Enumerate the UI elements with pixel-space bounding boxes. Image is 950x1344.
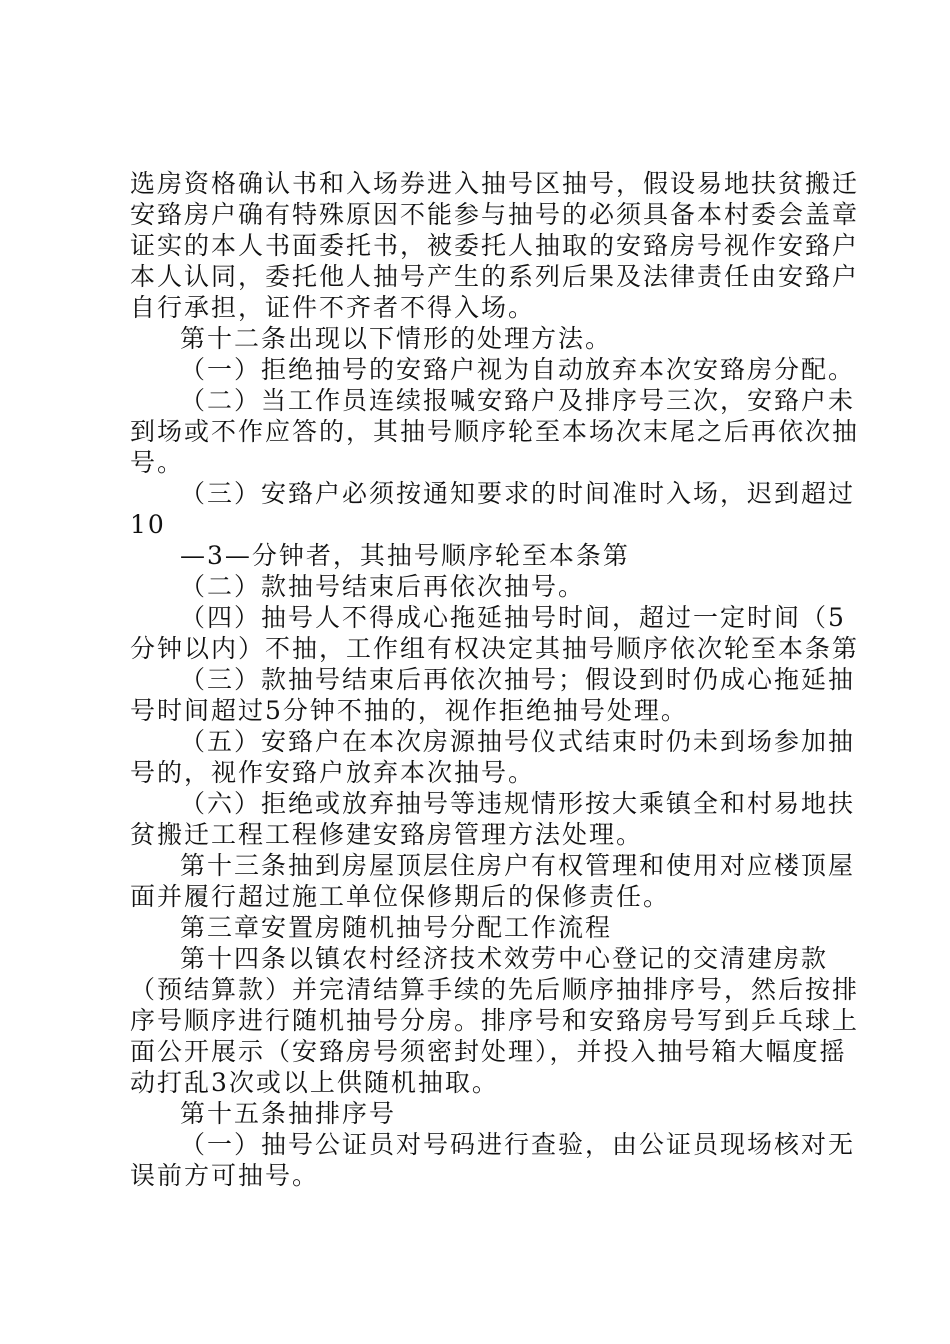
text-line: 自行承担，证件不齐者不得入场。: [130, 293, 536, 322]
text-line: 序号顺序进行随机抽号分房。排序号和安臵房号写到乒乓球上: [130, 1006, 860, 1035]
article-heading: 第十二条出现以下情形的处理方法。: [180, 324, 613, 353]
text-line: （预结算款）并完清结算手续的先后顺序抽排序号，然后按排: [130, 975, 860, 1004]
clause-line: （三）安臵户必须按通知要求的时间准时入场，迟到超过: [180, 479, 856, 508]
clause-line: （二）款抽号结束后再依次抽号。: [180, 572, 586, 601]
text-line: 面并履行超过施工单位保修期后的保修责任。: [130, 882, 671, 911]
article-heading: 第十四条以镇农村经济技术效劳中心登记的交清建房款: [180, 944, 829, 973]
text-line: 选房资格确认书和入场券进入抽号区抽号，假设易地扶贫搬迁: [130, 169, 860, 198]
text-line: 安臵房户确有特殊原因不能参与抽号的必须具备本村委会盖章: [130, 200, 860, 229]
document-body: [130, 168, 860, 1191]
text-line: 分钟以内）不抽，工作组有权决定其抽号顺序依次轮至本条第: [130, 634, 860, 663]
text-line: 证实的本人书面委托书，被委托人抽取的安臵房号视作安臵户: [130, 231, 860, 260]
chapter-heading: 第三章安置房随机抽号分配工作流程: [180, 913, 613, 942]
text-line: 误前方可抽号。: [130, 1161, 320, 1190]
text-line: 到场或不作应答的，其抽号顺序轮至本场次末尾之后再依次抽: [130, 417, 860, 446]
clause-line: （五）安臵户在本次房源抽号仪式结束时仍未到场参加抽: [180, 727, 856, 756]
article-heading: 第十三条抽到房屋顶层住房户有权管理和使用对应楼顶屋: [180, 851, 856, 880]
clause-line: （四）抽号人不得成心拖延抽号时间，超过一定时间（5: [180, 603, 846, 632]
clause-line: （二）当工作员连续报喊安臵户及排序号三次，安臵户未: [180, 386, 856, 415]
article-heading: 第十五条抽排序号: [180, 1099, 397, 1128]
text-line: 号时间超过5分钟不抽的，视作拒绝抽号处理。: [130, 696, 688, 725]
page-number-line: —3—分钟者，其抽号顺序轮至本条第: [180, 541, 630, 570]
clause-line: （六）拒绝或放弃抽号等违规情形按大乘镇全和村易地扶: [180, 789, 856, 818]
text-line: 面公开展示（安臵房号须密封处理），并投入抽号箱大幅度摇: [130, 1037, 847, 1066]
text-line: 本人认同，委托他人抽号产生的系列后果及法律责任由安臵户: [130, 262, 860, 291]
clause-line: （三）款抽号结束后再依次抽号；假设到时仍成心拖延抽: [180, 665, 856, 694]
text-line: 号。: [130, 448, 185, 477]
text-line: 动打乱3次或以上供随机抽取。: [130, 1068, 499, 1097]
text-line: 贫搬迁工程工程修建安臵房管理方法处理。: [130, 820, 644, 849]
clause-line: （一）抽号公证员对号码进行查验，由公证员现场核对无: [180, 1130, 856, 1159]
text-line: 10: [130, 510, 166, 539]
clause-line: （一）拒绝抽号的安臵户视为自动放弃本次安臵房分配。: [180, 355, 856, 384]
text-line: 号的，视作安臵户放弃本次抽号。: [130, 758, 536, 787]
